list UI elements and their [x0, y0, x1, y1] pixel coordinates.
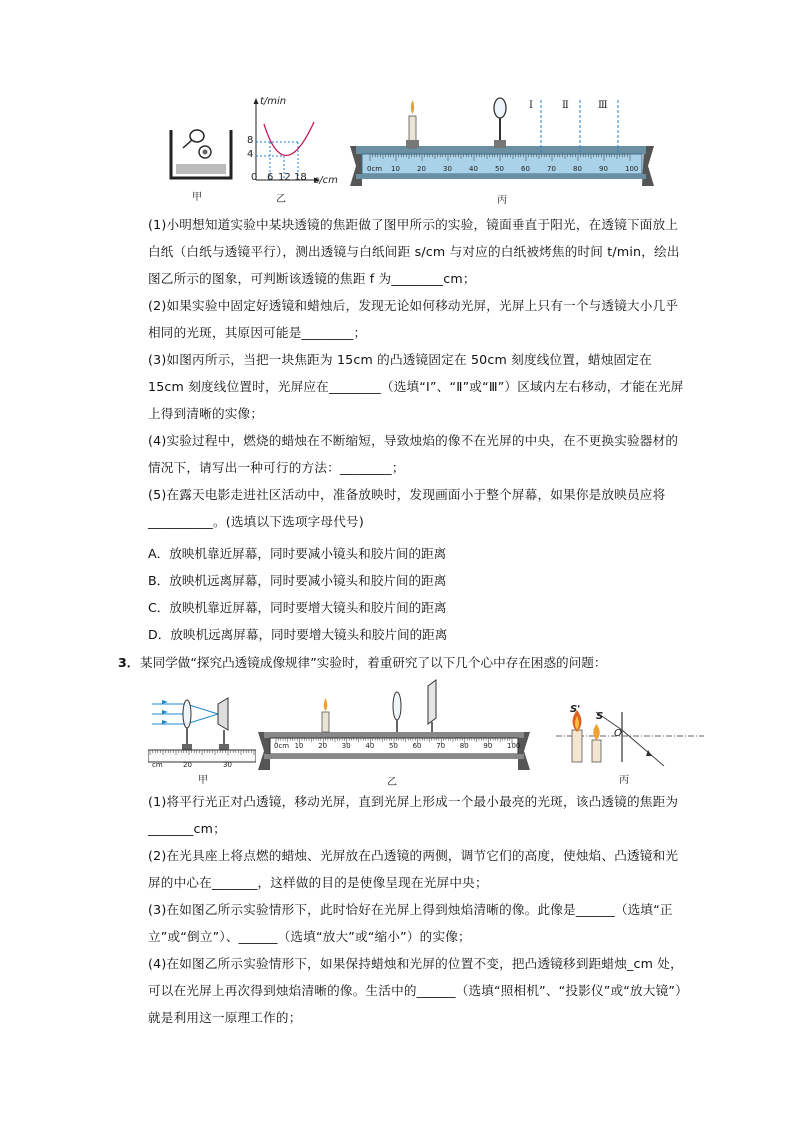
graph-x-tick-12: 12 — [278, 172, 291, 183]
graph-x-tick-0: 0 — [251, 172, 258, 183]
q3-item-1: (1)将平行光正对凸透镜，移动光屏，直到光屏上形成一个最小最亮的光斑，该凸透镜的焦距为_______cm； — [148, 794, 679, 836]
q3-bench-drawing — [256, 676, 532, 772]
q3-figure-bing-label: 丙 — [619, 775, 629, 786]
q2-option-d: D．放映机远离屏幕，同时要增大镜头和胶片间的距离 — [148, 627, 448, 642]
q3-bench-unit: 0cm — [274, 742, 290, 750]
graph-y-tick-8: 8 — [247, 135, 254, 146]
scale-number: 100 — [625, 165, 639, 173]
jia-ruler-unit: cm — [152, 761, 163, 769]
q3-figure-jia-label: 甲 — [198, 775, 208, 786]
q2-item-3: (3)如图丙所示，当把一块焦距为 15cm 的凸透镜固定在 50cm 刻度线位置，蜡烛固定在 15cm 刻度线位置时，光屏应在________（选填“Ⅰ”、“Ⅱ”或“Ⅲ”）区域内左右移动，才能在光屏上得到清晰的实像； — [148, 352, 684, 421]
q3-stem: 某同学做“探究凸透镜成像规律”实验时，着重研究了以下几个心中存在困惑的问题： — [140, 655, 607, 670]
q3-item-3: (3)在如图乙所示实验情形下，此时恰好在光屏上得到烛焰清晰的像。此像是______（选填“正立”或“倒立”）、______（选填“放大”或“缩小”）的实像； — [148, 902, 673, 944]
scale-number: 80 — [573, 165, 582, 173]
q2-item-1: (1)小明想知道实验中某块透镜的焦距做了图甲所示的实验，镜面垂直于阳光，在透镜下面放上白纸（白纸与透镜平行），测出透镜与白纸间距 s/cm 与对应的白纸被烤焦的时间 t/min，绘出图乙所示的图象，可判断该透镜的焦距 f 为________cm； — [148, 217, 680, 286]
scale-number: 10 — [294, 742, 304, 750]
figure-bing-label: 丙 — [497, 195, 507, 206]
q3-figure-jia-focal-setup — [148, 690, 256, 770]
point-s: S — [596, 711, 604, 722]
point-o: O — [614, 728, 622, 739]
q2-item-4: (4)实验过程中，燃烧的蜡烛在不断缩短，导致烛焰的像不在光屏的中央，在不更换实验器材的情况下，请写出一种可行的方法：________； — [148, 433, 679, 475]
scale-number: 50 — [495, 165, 504, 173]
q3-number: 3． — [118, 655, 140, 670]
figure-jia-label: 甲 — [192, 192, 202, 203]
jia-ruler-30: 30 — [223, 761, 232, 769]
region-label-1: Ⅰ — [529, 100, 533, 111]
scale-number: 20 — [417, 165, 426, 173]
graph-x-axis-label: s/cm — [314, 175, 338, 186]
scale-number: 60 — [412, 742, 422, 750]
q2-option-b: B．放映机远离屏幕，同时要减小镜头和胶片间的距离 — [148, 573, 447, 588]
q2-item-5: (5)在露天电影走进社区活动中，准备放映时，发现画面小于整个屏幕，如果你是放映员应将__________。(选填以下选项字母代号) — [148, 487, 666, 529]
q3-figure-yi-optical-bench — [256, 676, 532, 772]
q2-option-c: C．放映机靠近屏幕，同时要增大镜头和胶片间的距离 — [148, 600, 447, 615]
scale-number: 100 — [507, 742, 521, 750]
scale-number: 70 — [436, 742, 446, 750]
graph-y-axis-label: t/min — [260, 96, 287, 107]
scale-number: 50 — [389, 742, 398, 750]
graph-x-tick-6: 6 — [267, 172, 274, 183]
scale-number: 30 — [443, 165, 452, 173]
bench-scale-unit: 0cm — [367, 165, 383, 173]
scale-number: 60 — [521, 165, 530, 173]
scale-number: 40 — [469, 165, 478, 173]
scale-number: 40 — [365, 742, 375, 750]
q3-figure-yi-label: 乙 — [387, 777, 397, 788]
scale-number: 80 — [459, 742, 469, 750]
region-label-3: Ⅲ — [598, 100, 608, 111]
scale-number: 10 — [391, 165, 400, 173]
scale-number: 20 — [318, 742, 328, 750]
figure-jia-burn-setup — [165, 118, 245, 184]
scale-number: 90 — [599, 165, 608, 173]
figure-yi-label: 乙 — [276, 194, 286, 205]
burn-setup-drawing — [165, 118, 245, 184]
focal-length-drawing — [148, 690, 256, 770]
q3-item-4: (4)在如图乙所示实验情形下，如果保持蜡烛和光屏的位置不变，把凸透镜移到距蜡烛_cm 处，可以在光屏上再次得到烛焰清晰的像。生活中的______（选填“照相机”、“投影仪”或“放大镜”）就是利用这一原理工作的； — [148, 956, 688, 1025]
point-s-prime: S' — [570, 704, 581, 715]
optical-bench-drawing — [348, 96, 656, 188]
q2-item-2: (2)如果实验中固定好透镜和蜡烛后，发现无论如何移动光屏，光屏上只有一个与透镜大小几乎相同的光斑，其原因可能是________； — [148, 298, 679, 340]
scale-number: 90 — [483, 742, 493, 750]
q2-option-a: A．放映机靠近屏幕，同时要减小镜头和胶片间的距离 — [148, 546, 447, 561]
scale-number: 30 — [341, 742, 351, 750]
graph-y-tick-4: 4 — [247, 149, 254, 160]
figure-bing-optical-bench — [348, 96, 656, 188]
jia-ruler-20: 20 — [183, 761, 192, 769]
scale-number: 70 — [547, 165, 556, 173]
region-label-2: Ⅱ — [562, 100, 569, 111]
graph-x-tick-18: 18 — [294, 172, 307, 183]
q3-item-2: (2)在光具座上将点燃的蜡烛、光屏放在凸透镜的两侧，调节它们的高度，使烛焰、凸透镜和光屏的中心在_______，这样做的目的是使像呈现在光屏中央； — [148, 848, 679, 890]
